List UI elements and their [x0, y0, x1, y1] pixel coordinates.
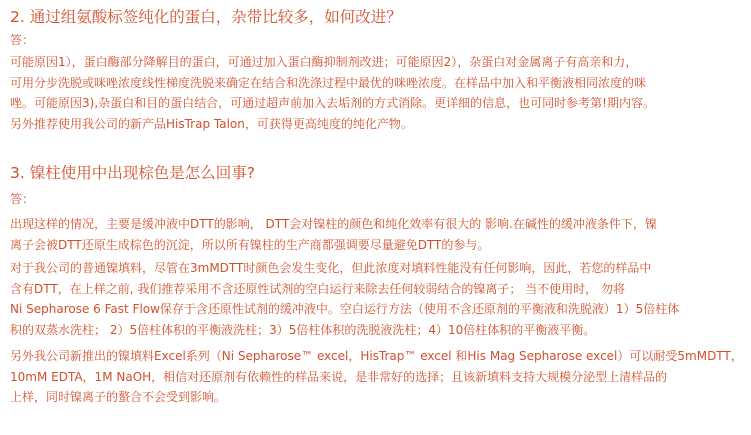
answer-2-paragraph: [10, 52, 743, 134]
question-2-heading: 2. 通过组氨酸标签纯化的蛋白，杂带比较多，如何改进？: [10, 8, 402, 26]
answer-3-line: 含有DTT，在上样之前, 我们推荐采用不含还原性试剂的空白运行来除去任何较弱结合的镍离子； 当不使用时， 勿将: [10, 281, 625, 296]
answer-3-line: 对于我公司的普通镍填料，尽管在3mMDTT时颜色会发生变化，但此浓度对填料性能没有任何影响，因此，若您的样品中: [10, 261, 652, 275]
answer-3-line: 上样，同时镍离子的螯合不会受到影响。: [10, 390, 227, 404]
answer-3-paragraph-1: [10, 214, 743, 255]
answer-2-line: 可用分步洗脱或咪唑浓度线性梯度洗脱来确定在结合和洗涤过程中最优的咪唑浓度。在样品中加入和平衡液相同浓度的咪: [10, 75, 647, 90]
answer-3-line: 10mM EDTA，1M NaOH，相信对还原剂有依赖性的样品来说，是非常好的选择；且该新填料支持大规模分泌型上清样品的: [10, 369, 668, 384]
answer-3-line: 出现这样的情况，主要是缓冲液中DTT的影响， DTT会对镍柱的颜色和纯化效率有很大的 影响.在碱性的缓冲液条件下，镍: [10, 217, 657, 231]
answer-2-label: 答：: [10, 33, 35, 47]
answer-3-paragraph-2: [10, 258, 743, 340]
question-3-heading: 3. 镍柱使用中出现棕色是怎么回事?: [10, 164, 255, 182]
answer-3-line: 离子会被DTT还原生成棕色的沉淀，所以所有镍柱的生产商都强调要尽量避免DTT的参与。: [10, 237, 490, 252]
answer-3-paragraph-3: [10, 346, 743, 408]
answer-3-label: 答：: [10, 192, 35, 206]
answer-3-line: 另外我公司新推出的镍填料Excel系列（Ni Sepharose™ excel，HisTrap™ excel 和His Mag Sepharose excel）可以耐受5mMDTT，: [10, 349, 743, 363]
answer-2-line: 可能原因1），蛋白酶部分降解目的蛋白，可通过加入蛋白酶抑制剂改进；可能原因2），杂蛋白对金属离子有高亲和力，: [10, 55, 638, 69]
answer-3-line: 积的双蒸水洗柱； 2）5倍柱体积的平衡液洗柱；3）5倍柱体积的洗脱液洗柱；4）10倍柱体积的平衡液平衡。: [10, 322, 596, 337]
answer-2-line: 唑。可能原因3),杂蛋白和目的蛋白结合，可通过超声前加入去垢剂的方式消除。更详细的信息，也可同时参考第!期内容。: [10, 96, 655, 110]
answer-3-line: Ni Sepharose 6 Fast Flow保存于含还原性试剂的缓冲液中。空白运行方法（使用不含还原剂的平衡液和洗脱液）1）5倍柱体: [10, 302, 680, 316]
answer-2-line: 另外推荐使用我公司的新产品HisTrap Talon，可获得更高纯度的纯化产物。: [10, 116, 413, 131]
